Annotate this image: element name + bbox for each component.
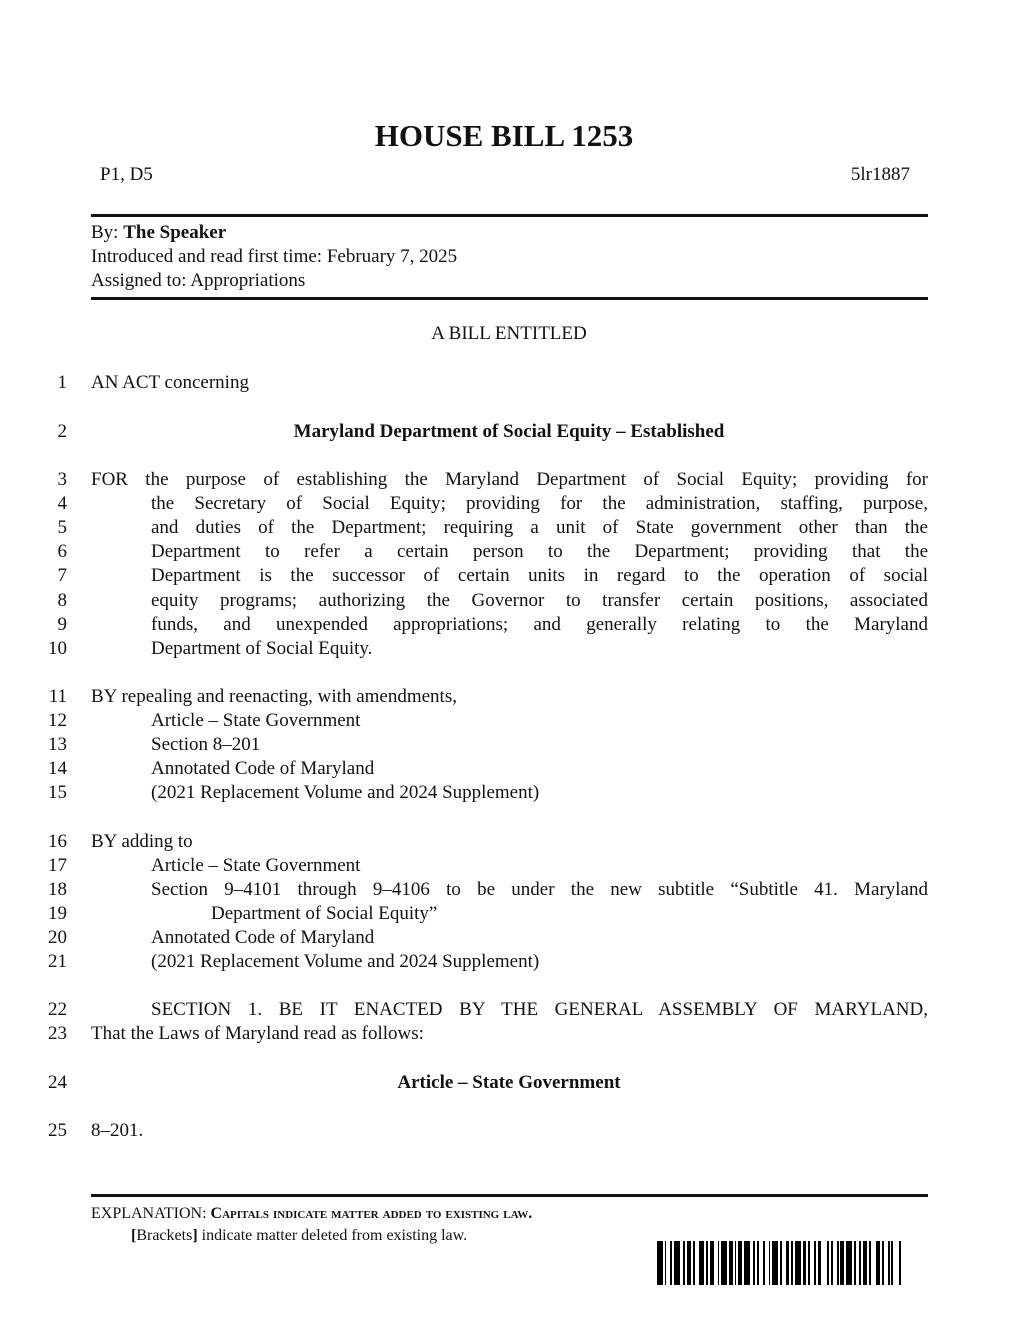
adding-code: Annotated Code of Maryland xyxy=(151,927,375,948)
line-number: 18 xyxy=(48,879,67,900)
introduced-line: Introduced and read first time: February 7, 2025 xyxy=(91,246,458,267)
repeal-volume: (2021 Replacement Volume and 2024 Supplement) xyxy=(151,782,540,803)
line-number: 16 xyxy=(48,831,67,852)
line-number: 23 xyxy=(48,1023,67,1044)
repeal-article: Article – State Government xyxy=(151,710,361,731)
section-number: 8–201. xyxy=(91,1120,144,1141)
line-number: 25 xyxy=(48,1120,67,1141)
line-number: 21 xyxy=(48,951,67,972)
line-number: 7 xyxy=(57,565,67,586)
adding-heading: BY adding to xyxy=(91,831,193,852)
line-number: 5 xyxy=(57,517,67,538)
enacting-clause-cont: That the Laws of Maryland read as follows: xyxy=(91,1023,424,1044)
bracket-open: [ xyxy=(131,1227,137,1244)
line-number: 4 xyxy=(57,493,67,514)
line-number: 13 xyxy=(48,734,67,755)
repeal-code: Annotated Code of Maryland xyxy=(151,758,375,779)
adding-volume: (2021 Replacement Volume and 2024 Supplement) xyxy=(151,951,540,972)
line-number: 17 xyxy=(48,855,67,876)
line-number: 3 xyxy=(57,469,67,490)
line-number: 6 xyxy=(57,541,67,562)
line-number: 11 xyxy=(48,686,67,707)
line-number: 22 xyxy=(48,999,67,1020)
bracket-rest: indicate matter deleted from existing law. xyxy=(197,1227,468,1244)
drafting-code: 5lr1887 xyxy=(850,164,910,185)
line-number: 15 xyxy=(48,782,67,803)
footer-rule xyxy=(91,1194,928,1197)
purpose-line: Department is the successor of certain units in regard to the operation of social xyxy=(151,565,928,586)
brackets-line xyxy=(131,1227,467,1245)
explanation-caps: Capitals indicate matter added to existing law. xyxy=(210,1205,533,1222)
purpose-line: and duties of the Department; requiring a unit of State government other than the xyxy=(151,517,928,538)
line-number: 1 xyxy=(57,372,67,393)
purpose-line: FOR the purpose of establishing the Maryland Department of Social Equity; providing for xyxy=(91,469,928,490)
assigned-line: Assigned to: Appropriations xyxy=(91,270,306,291)
line-number: 19 xyxy=(48,903,67,924)
top-rule xyxy=(91,214,928,217)
adding-section: Section 9–4101 through 9–4106 to be under the new subtitle “Subtitle 41. Maryland xyxy=(151,879,928,900)
line-number: 12 xyxy=(48,710,67,731)
subject-code: P1, D5 xyxy=(100,164,153,185)
bill-entitled: A BILL ENTITLED xyxy=(431,323,587,344)
purpose-line: the Secretary of Social Equity; providing for the administration, staffing, purpose, xyxy=(151,493,928,514)
line-number: 24 xyxy=(48,1072,67,1093)
barcode-bar xyxy=(901,1241,905,1285)
sponsor-label: By: xyxy=(91,222,124,243)
act-concerning: AN ACT concerning xyxy=(91,372,249,393)
adding-section-cont: Department of Social Equity” xyxy=(211,903,438,924)
purpose-line: Department to refer a certain person to the Department; providing that the xyxy=(151,541,928,562)
explanation-line xyxy=(91,1205,532,1223)
sponsor-line xyxy=(91,222,226,244)
purpose-line: funds, and unexpended appropriations; and generally relating to the Maryland xyxy=(151,614,928,635)
purpose-line: equity programs; authorizing the Governor to transfer certain positions, associated xyxy=(151,590,928,611)
purpose-line: Department of Social Equity. xyxy=(151,638,373,659)
line-number: 8 xyxy=(57,590,67,611)
adding-article: Article – State Government xyxy=(151,855,361,876)
article-heading: Article – State Government xyxy=(397,1072,621,1093)
sponsor-rule xyxy=(91,297,928,300)
bracket-close: ] xyxy=(192,1227,198,1244)
explanation-label: EXPLANATION: xyxy=(91,1205,211,1222)
line-number: 14 xyxy=(48,758,67,779)
bill-title: HOUSE BILL 1253 xyxy=(374,118,634,153)
line-number: 20 xyxy=(48,927,67,948)
line-number: 9 xyxy=(57,614,67,635)
enacting-clause: SECTION 1. BE IT ENACTED BY THE GENERAL ASSEMBLY OF MARYLAND, xyxy=(151,999,928,1020)
bill-short-title: Maryland Department of Social Equity – Established xyxy=(293,421,725,442)
barcode-image xyxy=(657,1241,905,1285)
line-number: 10 xyxy=(48,638,67,659)
sponsor-name: The Speaker xyxy=(123,222,227,243)
bracket-word: Brackets xyxy=(136,1227,193,1244)
repeal-heading: BY repealing and reenacting, with amendments, xyxy=(91,686,457,707)
line-number: 2 xyxy=(57,421,67,442)
repeal-section: Section 8–201 xyxy=(151,734,261,755)
